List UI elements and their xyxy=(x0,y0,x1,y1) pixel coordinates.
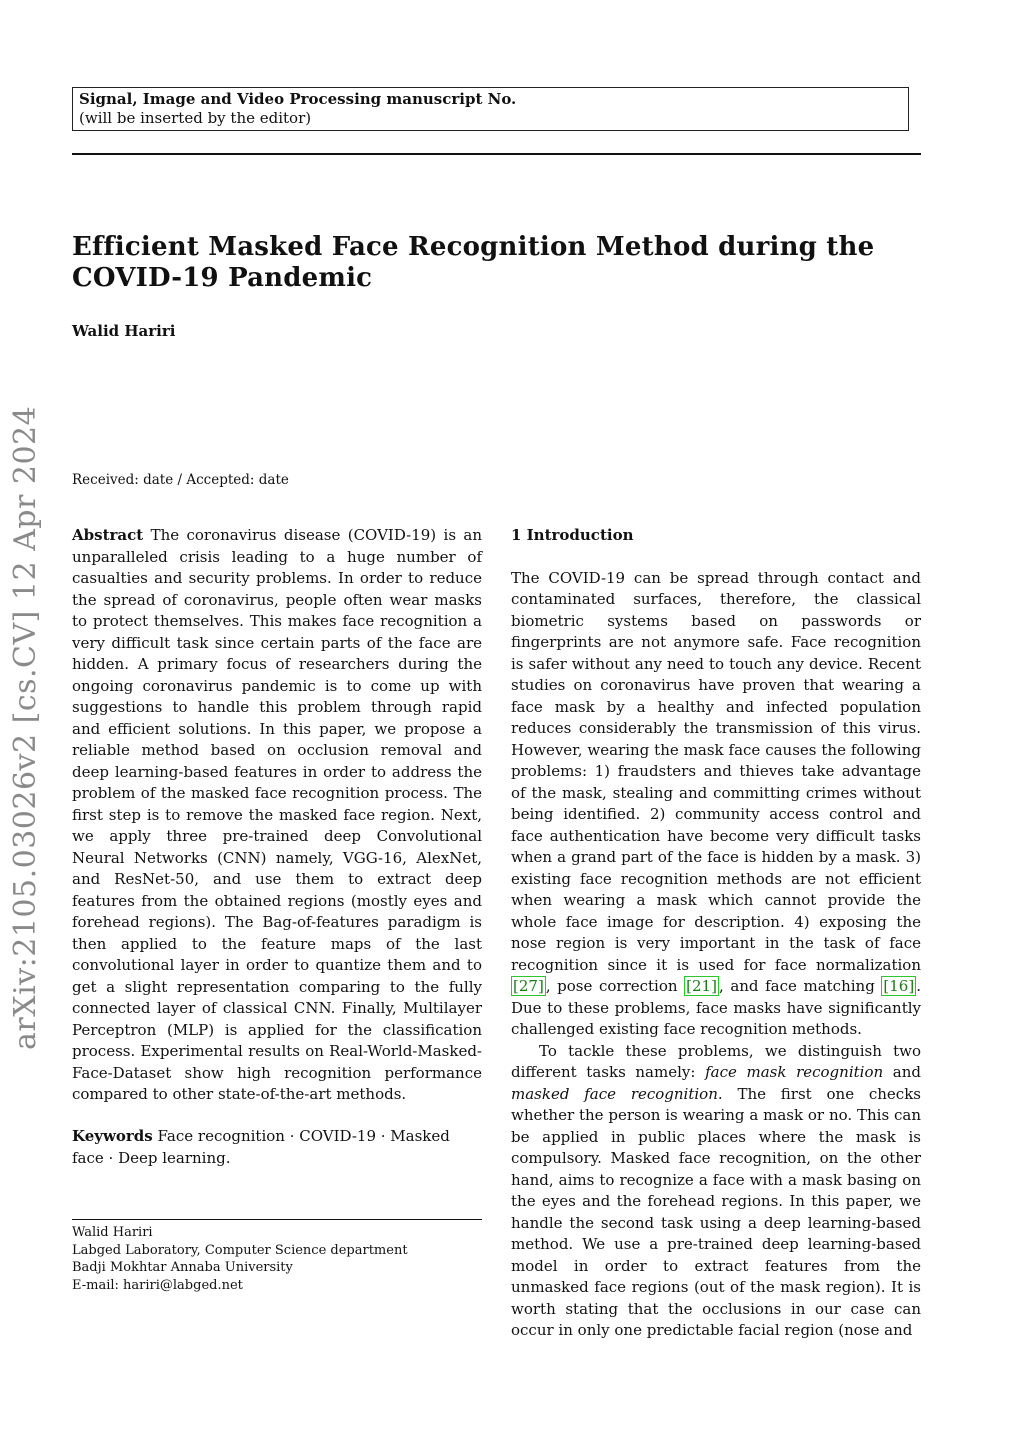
abstract-section xyxy=(72,525,482,1106)
citation-number: 16 xyxy=(889,977,909,995)
affiliation-block xyxy=(72,1224,408,1294)
affiliation-university: Badji Mokhtar Annaba University xyxy=(72,1260,293,1275)
footnote-rule xyxy=(72,1219,482,1220)
intro-paragraph xyxy=(511,1041,921,1342)
intro-emphasis: masked face recognition xyxy=(511,1084,718,1103)
intro-text: , and face matching xyxy=(718,977,882,995)
affiliation-name: Walid Hariri xyxy=(72,1225,153,1240)
keywords-text: Face recognition · COVID-19 · Masked face · Deep learning. xyxy=(72,1127,450,1167)
intro-paragraph xyxy=(511,568,921,1041)
intro-text: To tackle these problems, we distinguish two different tasks namely: xyxy=(511,1041,921,1081)
intro-text: , pose correction xyxy=(545,977,685,995)
editor-note: (will be inserted by the editor) xyxy=(79,109,312,127)
intro-text: . The first one checks whether the person is wearing a mask or no. This can be applied in public places where the mask is compulsory. Masked face recognition, on the other hand, aims to recognize a face with a mask basing on the eyes and the forehead regions. In this paper, we handle the second task using a deep learning-based method. We use a pre-trained deep learning-based model in order to extract features from the unmasked face regions (out of the mask region). It is worth stating that the occlusions in our case can occur in only one predictable facial region (nose and xyxy=(511,1084,921,1339)
keywords-section xyxy=(72,1126,482,1169)
citation-link[interactable]: [16] xyxy=(883,977,915,995)
intro-text: The COVID-19 can be spread through contact and contaminated surfaces, therefore, the classical biometric systems based on passwords or fingerprints are not anymore safe. Face recognition is safer without any need to touch any device. Recent studies on coronavirus have proven that wearing a face mask by a healthy and infected population reduces considerably the transmission of this virus. However, wearing the mask face causes the following problems: 1) fraudsters and thieves take advantage of the mask, stealing and committing crimes without being identified. 2) community access control and face authentication have become very difficult tasks when a grand part of the face is hidden by a mask. 3) existing face recognition methods are not efficient when wearing a mask which cannot provide the whole face image for description. 4) exposing the nose region is very important in the task of face recognition since it is used for face normalization xyxy=(511,568,921,974)
received-date: Received: date / Accepted: date xyxy=(72,472,289,488)
citation-link[interactable]: [27] xyxy=(513,977,544,995)
abstract-label: Abstract xyxy=(72,526,144,544)
arxiv-stamp: arXiv:2105.03026v2 [cs.CV] 12 Apr 2024 xyxy=(8,405,43,1050)
author-name: Walid Hariri xyxy=(72,322,176,340)
section-heading: 1 Introduction xyxy=(511,526,634,544)
journal-name: Signal, Image and Video Processing manuscript No. xyxy=(79,90,517,108)
intro-emphasis: face mask recognition xyxy=(705,1063,884,1081)
keywords-label: Keywords xyxy=(72,1127,153,1145)
intro-text: and xyxy=(883,1063,921,1081)
intro-text: . Due to these problems, face masks have significantly challenged existing face recognition methods. xyxy=(511,977,921,1038)
affiliation-lab: Labged Laboratory, Computer Science department xyxy=(72,1242,408,1258)
introduction-section xyxy=(511,525,921,1342)
header-rule xyxy=(72,153,921,155)
abstract-text: The coronavirus disease (COVID-19) is an unparalleled crisis leading to a huge number of casualties and security problems. In order to reduce the spread of coronavirus, people often wear masks to protect themselves. This makes face recognition a very difficult task since certain parts of the face are hidden. A primary focus of researchers during the ongoing coronavirus pandemic is to come up with suggestions to handle this problem through rapid and efficient solutions. In this paper, we propose a reliable method based on occlusion removal and deep learning-based features in order to address the problem of the masked face recognition process. The first step is to remove the masked face region. Next, we apply three pre-trained deep Convolutional Neural Networks (CNN) namely, VGG-16, AlexNet, and ResNet-50, and use them to extract deep features from the obtained regions (mostly eyes and forehead regions). The Bag-of-features paradigm is then applied to the feature maps of the last convolutional layer in order to quantize them and to get a slight representation comparing to the fully connected layer of classical CNN. Finally, Multilayer Perceptron (MLP) is applied for the classification process. Experimental results on Real-World-Masked-Face-Dataset show high recognition performance compared to other state-of-the-art methods. xyxy=(72,526,482,1103)
journal-header-box xyxy=(72,87,909,131)
affiliation-email: E-mail: hariri@labged.net xyxy=(72,1277,243,1293)
citation-link[interactable]: [21] xyxy=(686,977,717,995)
paper-title: Efficient Masked Face Recognition Method during the COVID-19 Pandemic xyxy=(72,232,875,293)
citation-number: 21 xyxy=(692,977,712,995)
citation-number: 27 xyxy=(518,977,538,995)
